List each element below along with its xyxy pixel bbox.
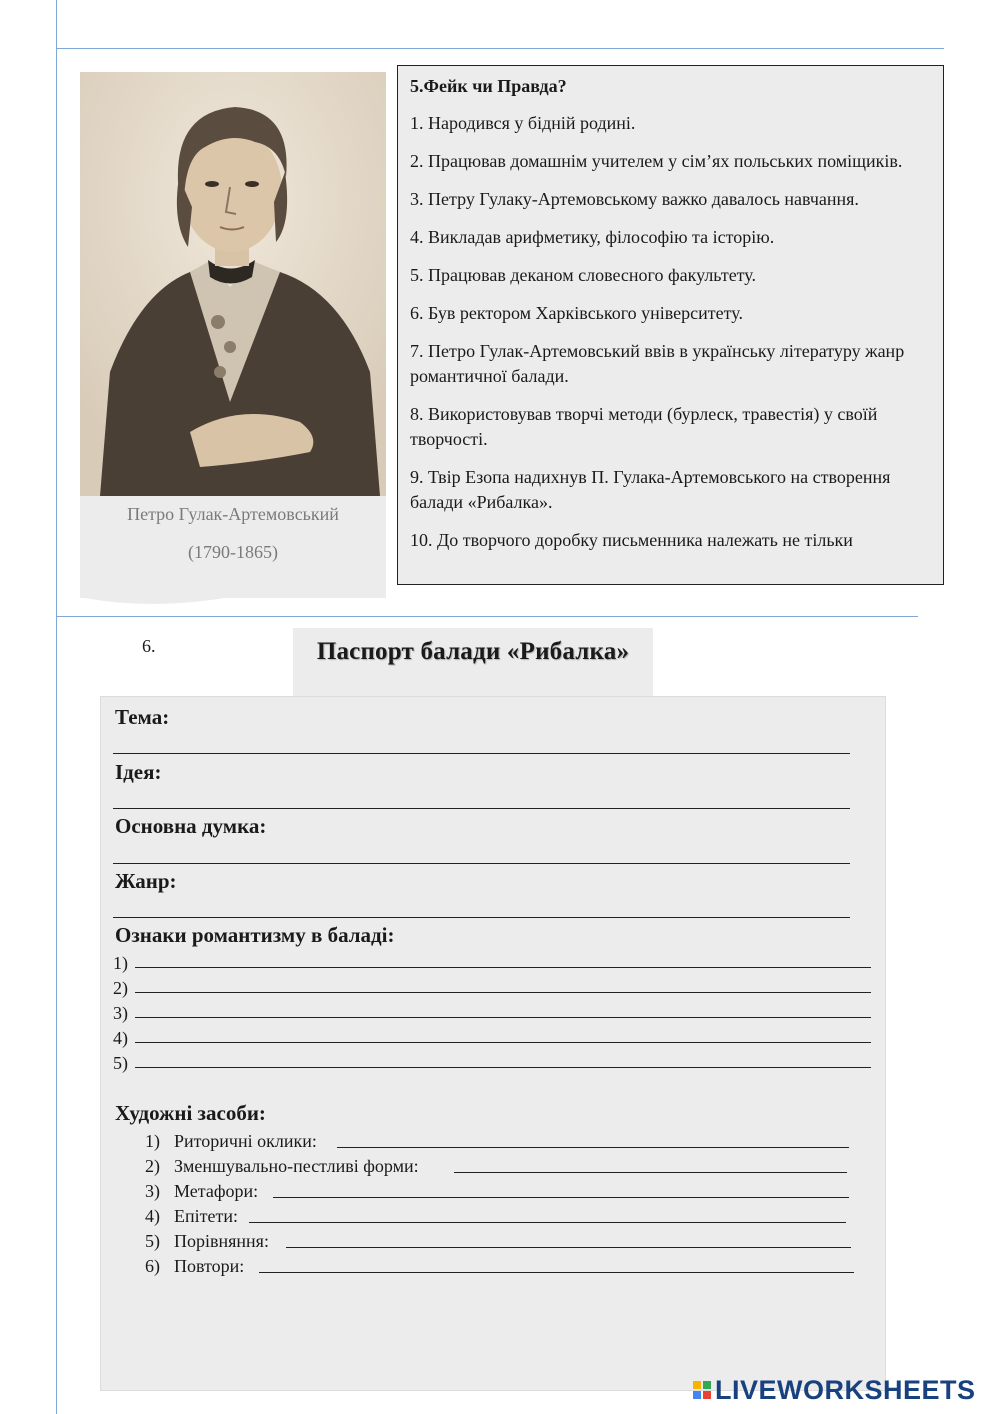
logo-square bbox=[703, 1381, 711, 1389]
art-means-answer-line[interactable] bbox=[286, 1247, 851, 1248]
romanticism-index: 4) bbox=[113, 1028, 128, 1048]
quiz-item[interactable]: 1. Народився у бідній родині. bbox=[410, 113, 636, 133]
art-means-answer-line[interactable] bbox=[273, 1197, 849, 1198]
art-means-answer-line[interactable] bbox=[454, 1172, 847, 1173]
romanticism-answer-line[interactable] bbox=[135, 967, 871, 968]
romanticism-answer-line[interactable] bbox=[135, 1067, 871, 1068]
quiz-item[interactable]: 3. Петру Гулаку-Артемовському важко давалось навчання. bbox=[410, 189, 859, 209]
margin-line-vertical bbox=[56, 0, 57, 1414]
art-means-text: Метафори: bbox=[174, 1181, 259, 1201]
art-means-text: Риторичні оклики: bbox=[174, 1131, 317, 1151]
portrait-caption-name: Петро Гулак-Артемовський bbox=[127, 504, 339, 524]
quiz-item[interactable]: 7. Петро Гулак-Артемовський ввів в українську літературу жанр романтичної балади. bbox=[410, 341, 905, 386]
logo-square bbox=[693, 1391, 701, 1399]
romanticism-answer-line[interactable] bbox=[135, 1042, 871, 1043]
quiz-item[interactable]: 9. Твір Езопа надихнув П. Гулака-Артемовського на створення балади «Рибалка». bbox=[410, 467, 891, 512]
liveworksheets-logo[interactable] bbox=[693, 1376, 976, 1404]
top-rule-line bbox=[56, 48, 944, 49]
theme-answer-line[interactable] bbox=[113, 753, 850, 754]
romanticism-row[interactable] bbox=[113, 978, 128, 998]
art-means-text: Повтори: bbox=[174, 1256, 245, 1276]
romanticism-index: 2) bbox=[113, 978, 128, 998]
quiz-item[interactable]: 4. Викладав арифметику, філософію та історію. bbox=[410, 227, 775, 247]
quiz-title: 5.Фейк чи Правда? bbox=[410, 76, 567, 96]
romanticism-index: 1) bbox=[113, 953, 128, 973]
romanticism-label: Ознаки романтизму в баладі: bbox=[115, 923, 395, 947]
liveworksheets-logo-text: LIVEWORKSHEETS bbox=[715, 1374, 976, 1405]
passport-title-tab bbox=[293, 628, 653, 696]
fake-or-true-box bbox=[397, 65, 944, 585]
art-means-index: 3) bbox=[145, 1181, 160, 1201]
idea-answer-line[interactable] bbox=[113, 808, 850, 809]
art-means-text: Зменшувально-пестливі форми: bbox=[174, 1156, 419, 1176]
art-means-answer-line[interactable] bbox=[337, 1147, 849, 1148]
art-means-answer-line[interactable] bbox=[249, 1222, 846, 1223]
main-thought-label: Основна думка: bbox=[115, 814, 267, 838]
quiz-item[interactable]: 2. Працював домашнім учителем у сім’ях польських поміщиків. bbox=[410, 151, 903, 171]
quiz-item[interactable]: 6. Був ректором Харківського університету. bbox=[410, 303, 743, 323]
art-means-text: Порівняння: bbox=[174, 1231, 269, 1251]
genre-answer-line[interactable] bbox=[113, 917, 850, 918]
romanticism-index: 5) bbox=[113, 1053, 128, 1073]
logo-square bbox=[693, 1381, 701, 1389]
quiz-item[interactable]: 10. До творчого доробку письменника належать не тільки bbox=[410, 530, 853, 550]
romanticism-row[interactable] bbox=[113, 1003, 128, 1023]
quiz-item[interactable]: 5. Працював деканом словесного факультету. bbox=[410, 265, 757, 285]
romanticism-row[interactable] bbox=[113, 1028, 128, 1048]
romanticism-answer-line[interactable] bbox=[135, 1017, 871, 1018]
section-divider-line bbox=[56, 616, 918, 617]
art-means-index: 5) bbox=[145, 1231, 160, 1251]
portrait-card bbox=[80, 72, 386, 598]
liveworksheets-logo-icon bbox=[693, 1381, 711, 1399]
main-thought-answer-line[interactable] bbox=[113, 863, 850, 864]
romanticism-row[interactable] bbox=[113, 953, 128, 973]
card-wave-decoration bbox=[80, 578, 386, 608]
art-means-label: Художні засоби: bbox=[115, 1101, 266, 1125]
art-means-answer-line[interactable] bbox=[259, 1272, 854, 1273]
romanticism-answer-line[interactable] bbox=[135, 992, 871, 993]
art-means-index: 1) bbox=[145, 1131, 160, 1151]
quiz-item[interactable]: 8. Використовував творчі методи (бурлеск, травестія) у своїй творчості. bbox=[410, 404, 878, 449]
art-means-index: 2) bbox=[145, 1156, 160, 1176]
ballad-passport-form bbox=[100, 696, 886, 1391]
art-means-index: 4) bbox=[145, 1206, 160, 1226]
portrait-caption-years: (1790-1865) bbox=[188, 542, 278, 562]
portrait-image bbox=[80, 72, 386, 496]
art-means-index: 6) bbox=[145, 1256, 160, 1276]
logo-square bbox=[703, 1391, 711, 1399]
genre-label: Жанр: bbox=[115, 869, 177, 893]
idea-label: Ідея: bbox=[115, 760, 162, 784]
passport-title: Паспорт балади «Рибалка» bbox=[316, 638, 630, 665]
romanticism-row[interactable] bbox=[113, 1053, 128, 1073]
theme-label: Тема: bbox=[115, 705, 170, 729]
romanticism-index: 3) bbox=[113, 1003, 128, 1023]
art-means-text: Епітети: bbox=[174, 1206, 238, 1226]
task-number: 6. bbox=[142, 636, 156, 656]
